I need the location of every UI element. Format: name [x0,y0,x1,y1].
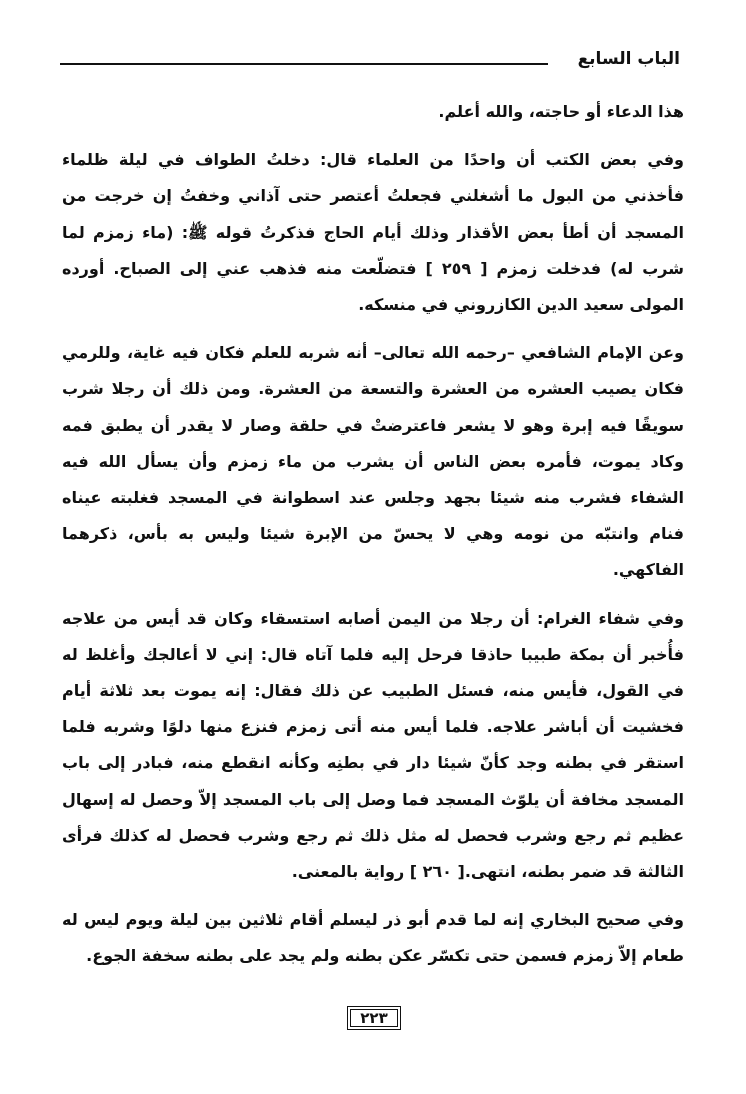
header-rule [60,63,548,65]
paragraph-closing-line: هذا الدعاء أو حاجته، والله أعلم. [438,102,684,121]
running-header [60,44,680,74]
page-number-frame [347,1006,401,1030]
page-body [62,94,684,975]
paragraph-tawaf-story: وفي بعض الكتب أن واحدًا من العلماء قال: دخلتُ الطواف في ليلة ظلماء فأخذني من البول ما أشغلني فجعلتُ أعتصر حتى آذاني وخفتُ إن خرجت من المسجد أن أطأ بعض الأقذار وذلك أيام الحاج فذكرتُ قوله ﷺ: (ماء زمزم لما شرب له) فدخلت زمزم [ ٢٥٩ ] فتضلّعت منه فذهب عني إلى الصباح. أورده المولى سعيد الدين الكازروني في منسكه. [62,150,684,315]
chapter-title: الباب السابع [577,49,680,69]
paragraph-sahih-bukhari: وفي صحيح البخاري إنه لما قدم أبو ذر ليسلم أقام ثلاثين بين ليلة ويوم ليس له طعام إلاّ زمزم فسمن حتى تكسّر عكن بطنه ولم يجد على بطنه سخفة الجوع. [62,910,684,966]
paragraph-shafii-story: وعن الإمام الشافعي –رحمه الله تعالى– أنه شربه للعلم فكان فيه غاية، وللرمي فكان يصيب العشره من العشرة والتسعة من العشرة. ومن ذلك أن رجلا شرب سويقًا فيه إبرة وهو لا يشعر فاعترضتْ في حلقة وصار لا يقدر أن يطبق فمه وكاد يموت، فأمره بعض الناس أن يشرب من ماء زمزم وأن يسأل الله فيه الشفاء فشرب منه شيئا بجهد وجلس عند اسطوانة في المسجد فغلبته عيناه فنام وانتبّه من نومه وهي لا يحسّ من الإبرة شيئا وليس به بأس، ذكرهما الفاكهي. [62,343,684,580]
paragraph-shifa-al-gharam: وفي شفاء الغرام: أن رجلا من اليمن أصابه استسقاء وكان قد أيس من علاجه فأُخبر أن بمكة طبيبا حاذقا فرحل إليه فلما آتاه قال: إني لا أعالجك وأغلظ له في القول، فأيس منه، فسئل الطبيب عن ذلك فقال: إنه يموت بعد ثلاثة أيام فخشيت أن أباشر علاجه. فلما أيس منه أتى زمزم فنزع منها دلوًا وشربه فلما استقر في بطنه وجد كأنّ شيئا دار في بطنِه وكأنه انقطع منه، فبادر إلى باب المسجد مخافة أن يلوّث المسجد فما وصل إلى باب المسجد إلاّ وحصل له إسهال عظيم ثم رجع وشرب فحصل له مثل ذلك ثم رجع وشرب فحصل له كذلك فرأى الثالثة قد ضمر بطنه، انتهى.[ ٢٦٠ ] رواية بالمعنى. [62,608,684,882]
page-number: ٢٢٣ [360,1009,388,1027]
